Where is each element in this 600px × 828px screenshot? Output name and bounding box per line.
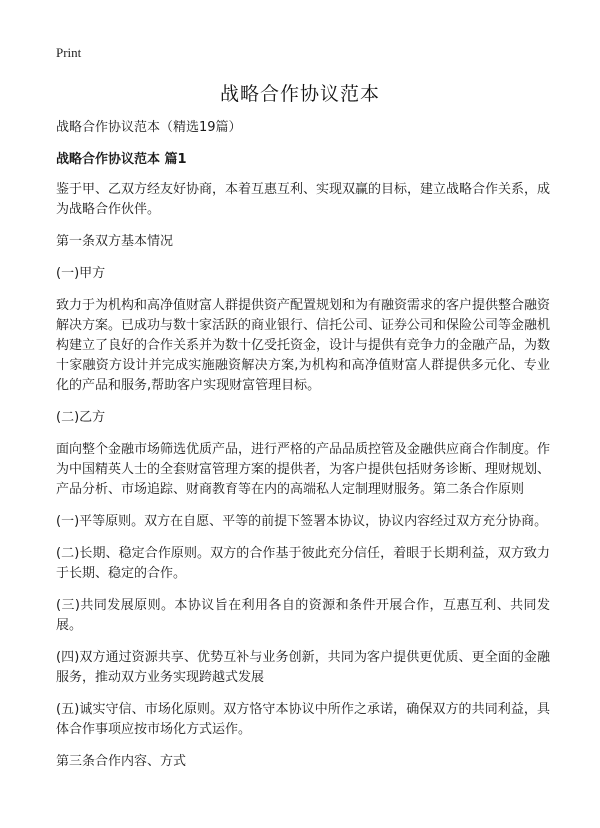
party-b-description: 面向整个金融市场筛选优质产品，进行严格的产品品质控管及金融供应商合作制度。作为中国精英人士的全套财富管理方案的提供者，为客户提供包括财务诊断、理财规划、产品分析、市场追踪、财商教育等在内的高端私人定制理财服务。第二条合作原则 bbox=[56, 442, 551, 497]
paragraph-preamble: 鉴于甲、乙双方经友好协商，本着互惠互利、实现双赢的目标，建立战略合作关系，成为战略合作伙伴。 bbox=[56, 182, 551, 217]
party-a-heading: (一)甲方 bbox=[56, 266, 106, 281]
party-a-description: 致力于为机构和高净值财富人群提供资产配置规划和为有融资需求的客户提供整合融资解决方案。已成功与数十家活跃的商业银行、信托公司、证券公司和保险公司等金融机构建立了良好的合作关系并为数十亿受托资金，设计与提供有竞争力的金融产品，为数十家融资方设计并完成实施融资解决方案,为机构和高净值财富人群提供多元化、专业化的产品和服务,帮助客户实现财富管理目标。 bbox=[56, 298, 551, 393]
party-b-heading: (二)乙方 bbox=[56, 410, 106, 425]
principle-resource-sharing: (四)双方通过资源共享、优势互补与业务创新，共同为客户提供更优质、更全面的金融服务，推动双方业务实现跨越式发展 bbox=[56, 650, 550, 685]
page-title: 战略合作协议范本 bbox=[219, 83, 380, 105]
print-link[interactable]: Print bbox=[56, 45, 82, 60]
article-3-heading: 第三条合作内容、方式 bbox=[56, 754, 187, 769]
document-body bbox=[56, 118, 550, 784]
principle-integrity: (五)诚实守信、市场化原则。双方恪守本协议中所作之承诺，确保双方的共同利益，具体合作事项应按市场化方式运作。 bbox=[56, 702, 550, 737]
principle-common-development: (三)共同发展原则。本协议旨在利用各自的资源和条件开展合作，互惠互利、共同发展。 bbox=[56, 598, 550, 633]
principle-equality: (一)平等原则。双方在自愿、平等的前提下签署本协议，协议内容经过双方充分协商。 bbox=[56, 514, 548, 529]
document-subtitle: 战略合作协议范本（精选19篇） bbox=[56, 120, 242, 135]
principle-long-term: (二)长期、稳定合作原则。双方的合作基于彼此充分信任，着眼于长期利益，双方致力于长期、稳定的合作。 bbox=[56, 546, 550, 581]
section-heading: 战略合作协议范本 篇1 bbox=[56, 152, 187, 167]
article-1-heading: 第一条双方基本情况 bbox=[56, 234, 174, 249]
